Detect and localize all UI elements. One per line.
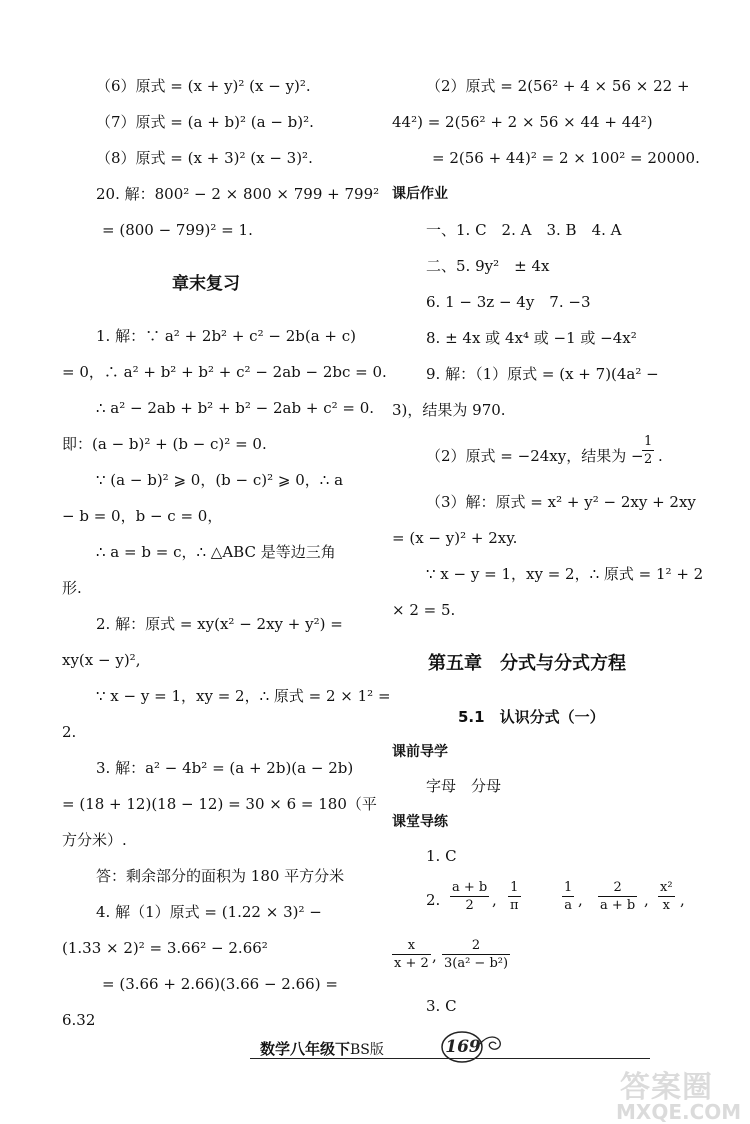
fraction [508,880,521,913]
text-punct: , [492,891,497,909]
inclass-label: 课堂导练 [392,814,448,830]
fraction-bar [442,954,510,955]
text-line: （8）原式 = (x + 3)² (x − 3)². [96,149,313,167]
text-line: （2）原式 = −24xy，结果为 − [426,447,644,465]
text-line: = (x − y)² + 2xy. [392,529,518,547]
text-line: 3. C [426,997,457,1015]
text-line: = (3.66 + 2.66)(3.66 − 2.66) = [102,975,338,993]
fraction-denominator: a [564,898,573,913]
book-title: 数学八年级下 [260,1040,351,1058]
text-line: 形. [62,579,82,597]
fraction-denominator: x + 2 [394,956,429,971]
fraction [442,938,510,971]
fraction-denominator: x [662,898,670,913]
text-line: 8. ± 4x 或 4x⁴ 或 −1 或 −4x² [426,329,637,347]
fraction-bar [450,896,489,897]
text-punct: , [644,891,649,909]
fraction-bar [598,896,637,897]
text-line: = 2(56 + 44)² = 2 × 100² = 20000. [432,149,700,167]
text-line: 2. 解：原式 = xy(x² − 2xy + y²) = [96,615,343,633]
text-line: 答：剩余部分的面积为 180 平方分米 [96,867,345,885]
text-line: xy(x − y)², [62,651,141,669]
fraction-bar [562,896,574,897]
text-line: 一、1. C 2. A 3. B 4. A [426,221,622,239]
chapter-title: 第五章 分式与分式方程 [428,653,626,674]
fraction [562,880,574,913]
text-line: （2）原式 = 2(56² + 4 × 56 × 22 + [426,77,690,95]
text-line: 4. 解（1）原式 = (1.22 × 3)² − [96,903,322,921]
fraction [450,880,489,913]
fraction-numerator: 1 [644,434,653,449]
fraction-numerator: 1 [510,880,519,895]
fraction-bar [508,896,521,897]
text-line: 20. 解：800² − 2 × 800 × 799 + 799² [96,185,380,203]
text-line: 方分米）. [62,831,127,849]
text-line: ∴ a² − 2ab + b² + b² − 2ab + c² = 0. [96,399,375,417]
text-line: = 0，∴ a² + b² + b² + c² − 2ab − 2bc = 0. [62,363,387,381]
text-line: 44²) = 2(56² + 2 × 56 × 44 + 44²) [392,113,653,131]
text-line: 1. 解：∵ a² + 2b² + c² − 2b(a + c) [96,327,356,345]
text-line: ∴ a = b = c，∴ △ABC 是等边三角 [96,543,336,561]
fraction-numerator: 2 [613,880,622,895]
text-line: 3. 解：a² − 4b² = (a + 2b)(a − 2b) [96,759,354,777]
watermark [612,1062,750,1124]
text-punct: , [432,947,437,965]
fraction-denominator: 3(a² − b²) [444,956,509,971]
text-line: 3)，结果为 970. [392,401,506,419]
section-title: 5.1 认识分式（一） [458,708,605,726]
text-line: 即：(a − b)² + (b − c)² = 0. [62,435,267,453]
text-line: = (800 − 799)² = 1. [102,221,253,239]
fraction-numerator: 1 [564,880,573,895]
fraction [658,880,675,913]
watermark-text: 答案圈 [620,1070,713,1105]
text-line: ∵ x − y = 1，xy = 2，∴ 原式 = 1² + 2 [426,565,704,583]
watermark-url: MXQE.COM [616,1100,742,1124]
text-line: ∵ (a − b)² ⩾ 0，(b − c)² ⩾ 0，∴ a [96,471,344,489]
text-line: （3）解：原式 = x² + y² − 2xy + 2xy [426,493,696,511]
text-punct: . [658,447,663,465]
fraction-denominator: π [510,898,519,913]
text-line: 二、5. 9y² ± 4x [426,257,550,275]
text-line: 2. [62,723,77,741]
fraction-denominator: a + b [600,898,636,913]
fraction-half [642,434,654,467]
fraction-numerator: x [407,938,416,953]
fraction-denominator: 2 [644,452,653,467]
fraction [598,880,637,913]
text-line: 1. C [426,847,457,865]
section-title: 章末复习 [172,274,240,294]
book-edition: BS版 [350,1042,384,1058]
page-number: 169 [445,1037,481,1057]
fraction-numerator: x² [660,880,673,895]
fraction-bar [658,896,675,897]
text-line: 6. 1 − 3z − 4y 7. −3 [426,293,591,311]
text-line: 2. [426,891,441,909]
prelesson-label: 课前导学 [392,744,448,760]
text-line: （7）原式 = (a + b)² (a − b)². [96,113,314,131]
fraction-bar [392,954,431,955]
text-line: 6.32 [62,1011,96,1029]
fraction-numerator: a + b [452,880,488,895]
footer-title [260,1038,384,1059]
text-line: ∵ x − y = 1，xy = 2，∴ 原式 = 2 × 1² = [96,687,391,705]
fraction [392,938,431,971]
fraction-bar [642,450,654,451]
text-punct: , [578,891,583,909]
text-line: − b = 0，b − c = 0， [62,507,223,525]
text-line: (1.33 × 2)² = 3.66² − 2.66² [62,939,268,957]
fraction-numerator: 2 [471,938,481,953]
page-number-badge [440,1030,486,1064]
fraction-denominator: 2 [465,898,474,913]
text-line: （6）原式 = (x + y)² (x − y)². [96,77,311,95]
text-line: 字母 分母 [426,777,502,795]
text-punct: , [680,891,685,909]
text-line: 9. 解：（1）原式 = (x + 7)(4a² − [426,365,659,383]
text-line: = (18 + 12)(18 − 12) = 30 × 6 = 180（平 [62,795,377,813]
homework-label: 课后作业 [392,186,448,202]
text-line: × 2 = 5. [392,601,456,619]
